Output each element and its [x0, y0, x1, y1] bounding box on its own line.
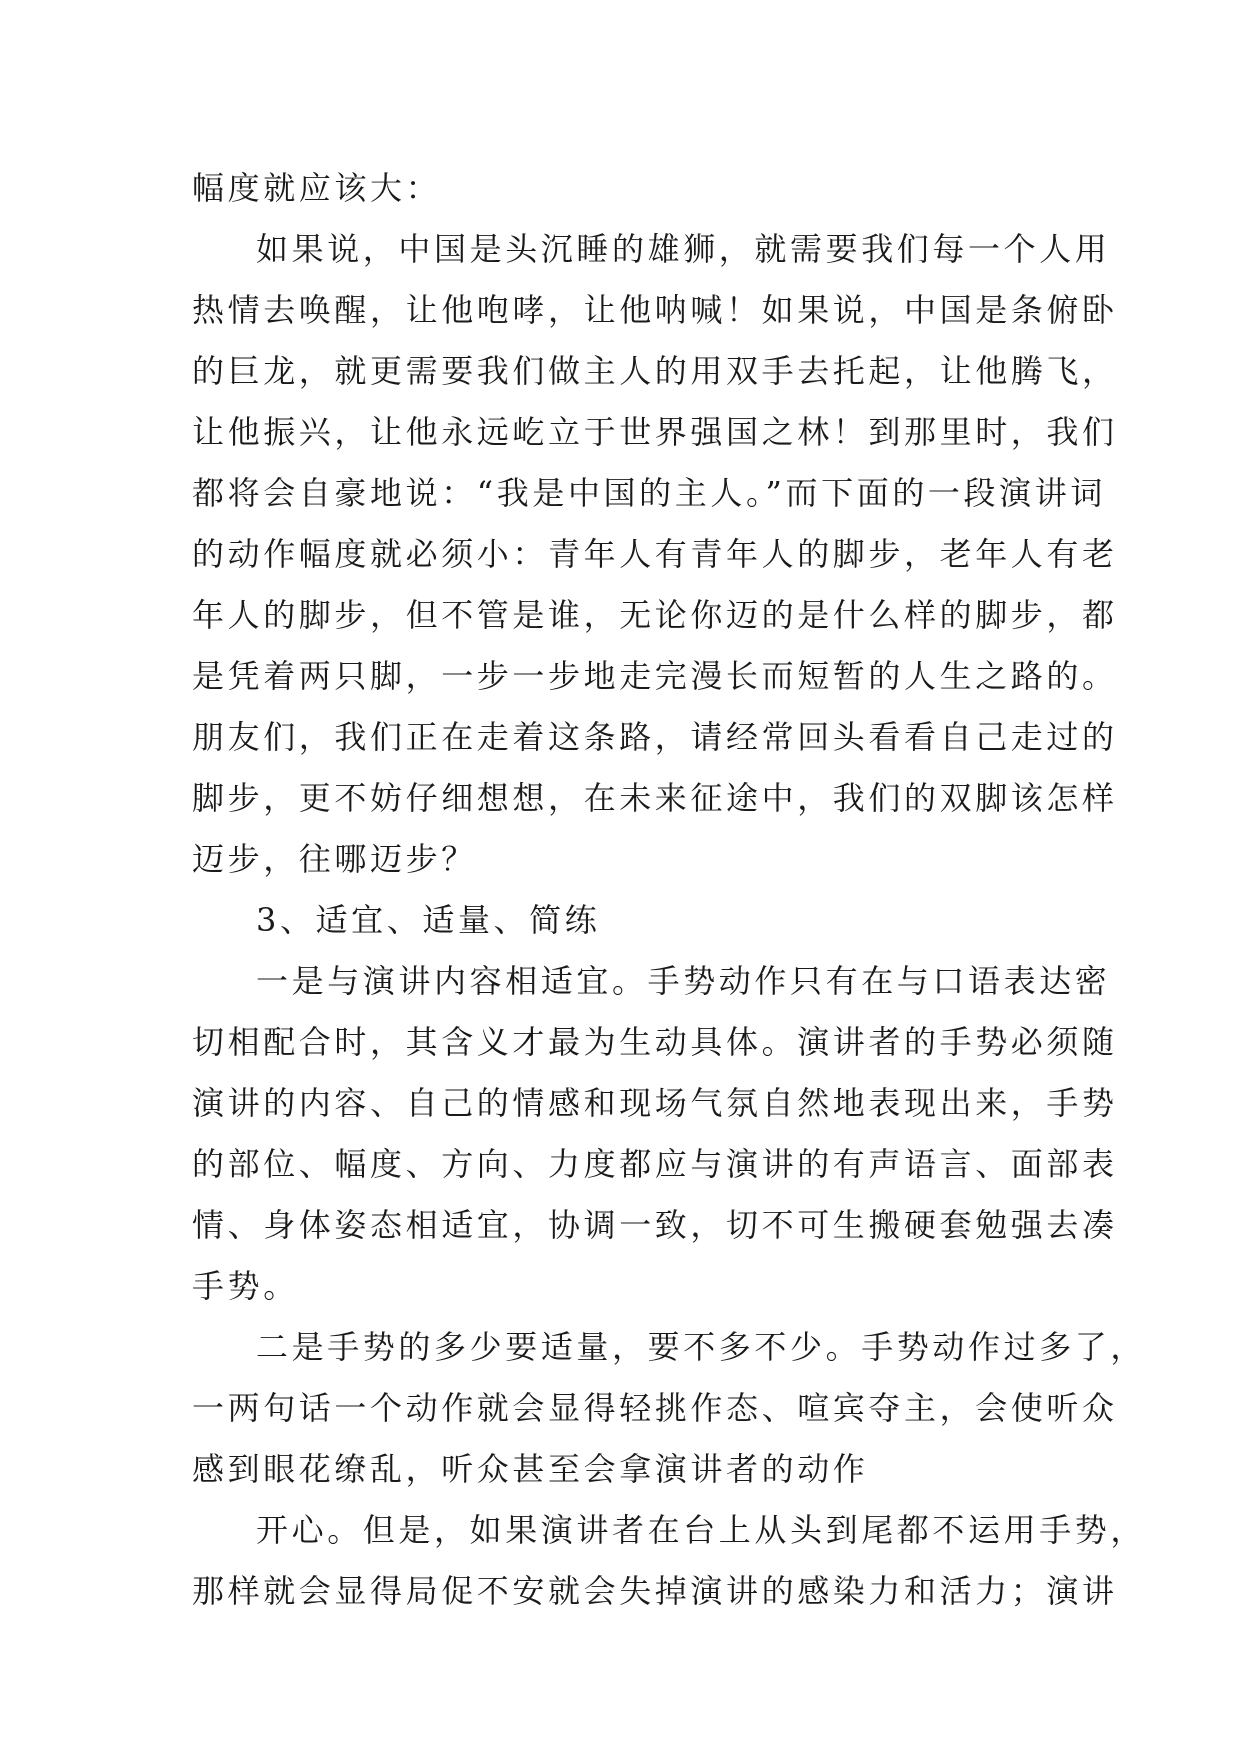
text-line: 朋友们，我们正在走着这条路，请经常回头看看自己走过的	[192, 718, 1118, 756]
text-line: 一两句话一个动作就会显得轻挑作态、喧宾夺主，会使听众	[192, 1389, 1118, 1427]
text-line: 热情去唤醒，让他咆哮，让他呐喊！如果说，中国是条俯卧	[192, 291, 1118, 329]
text-line: 如果说，中国是头沉睡的雄狮，就需要我们每一个人用	[256, 230, 1111, 268]
text-line: 二是手势的多少要适量，要不多不少。手势动作过多了，	[256, 1328, 1147, 1366]
text-line: 让他振兴，让他永远屹立于世界强国之林！到那里时，我们	[192, 413, 1118, 451]
text-line: 感到眼花缭乱，听众甚至会拿演讲者的动作	[192, 1450, 869, 1488]
text-line: 的动作幅度就必须小：青年人有青年人的脚步，老年人有老	[192, 535, 1118, 573]
text-line: 迈步，往哪迈步？	[192, 840, 477, 878]
text-line: 幅度就应该大：	[192, 169, 442, 207]
text-line: 切相配合时，其含义才最为生动具体。演讲者的手势必须随	[192, 1023, 1118, 1061]
text-line: 演讲的内容、自己的情感和现场气氛自然地表现出来，手势	[192, 1084, 1118, 1122]
text-line: 那样就会显得局促不安就会失掉演讲的感染力和活力；演讲	[192, 1572, 1118, 1610]
text-line: 一是与演讲内容相适宜。手势动作只有在与口语表达密	[256, 962, 1111, 1000]
body-text	[192, 158, 1147, 1622]
section-heading: 3、适宜、适量、简练	[256, 901, 601, 939]
text-line: 的巨龙，就更需要我们做主人的用双手去托起，让他腾飞，	[192, 352, 1118, 390]
text-line: 开心。但是，如果演讲者在台上从头到尾都不运用手势，	[256, 1511, 1147, 1549]
text-line: 手势。	[192, 1267, 299, 1305]
text-line: 的部位、幅度、方向、力度都应与演讲的有声语言、面部表	[192, 1145, 1118, 1183]
text-line: 情、身体姿态相适宜，协调一致，切不可生搬硬套勉强去凑	[192, 1206, 1118, 1244]
text-line: 是凭着两只脚，一步一步地走完漫长而短暂的人生之路的。	[192, 657, 1118, 695]
text-line: 脚步，更不妨仔细想想，在未来征途中，我们的双脚该怎样	[192, 779, 1118, 817]
text-line: 都将会自豪地说：“我是中国的主人。”而下面的一段演讲词	[192, 474, 1106, 512]
text-line: 年人的脚步，但不管是谁，无论你迈的是什么样的脚步，都	[192, 596, 1118, 634]
